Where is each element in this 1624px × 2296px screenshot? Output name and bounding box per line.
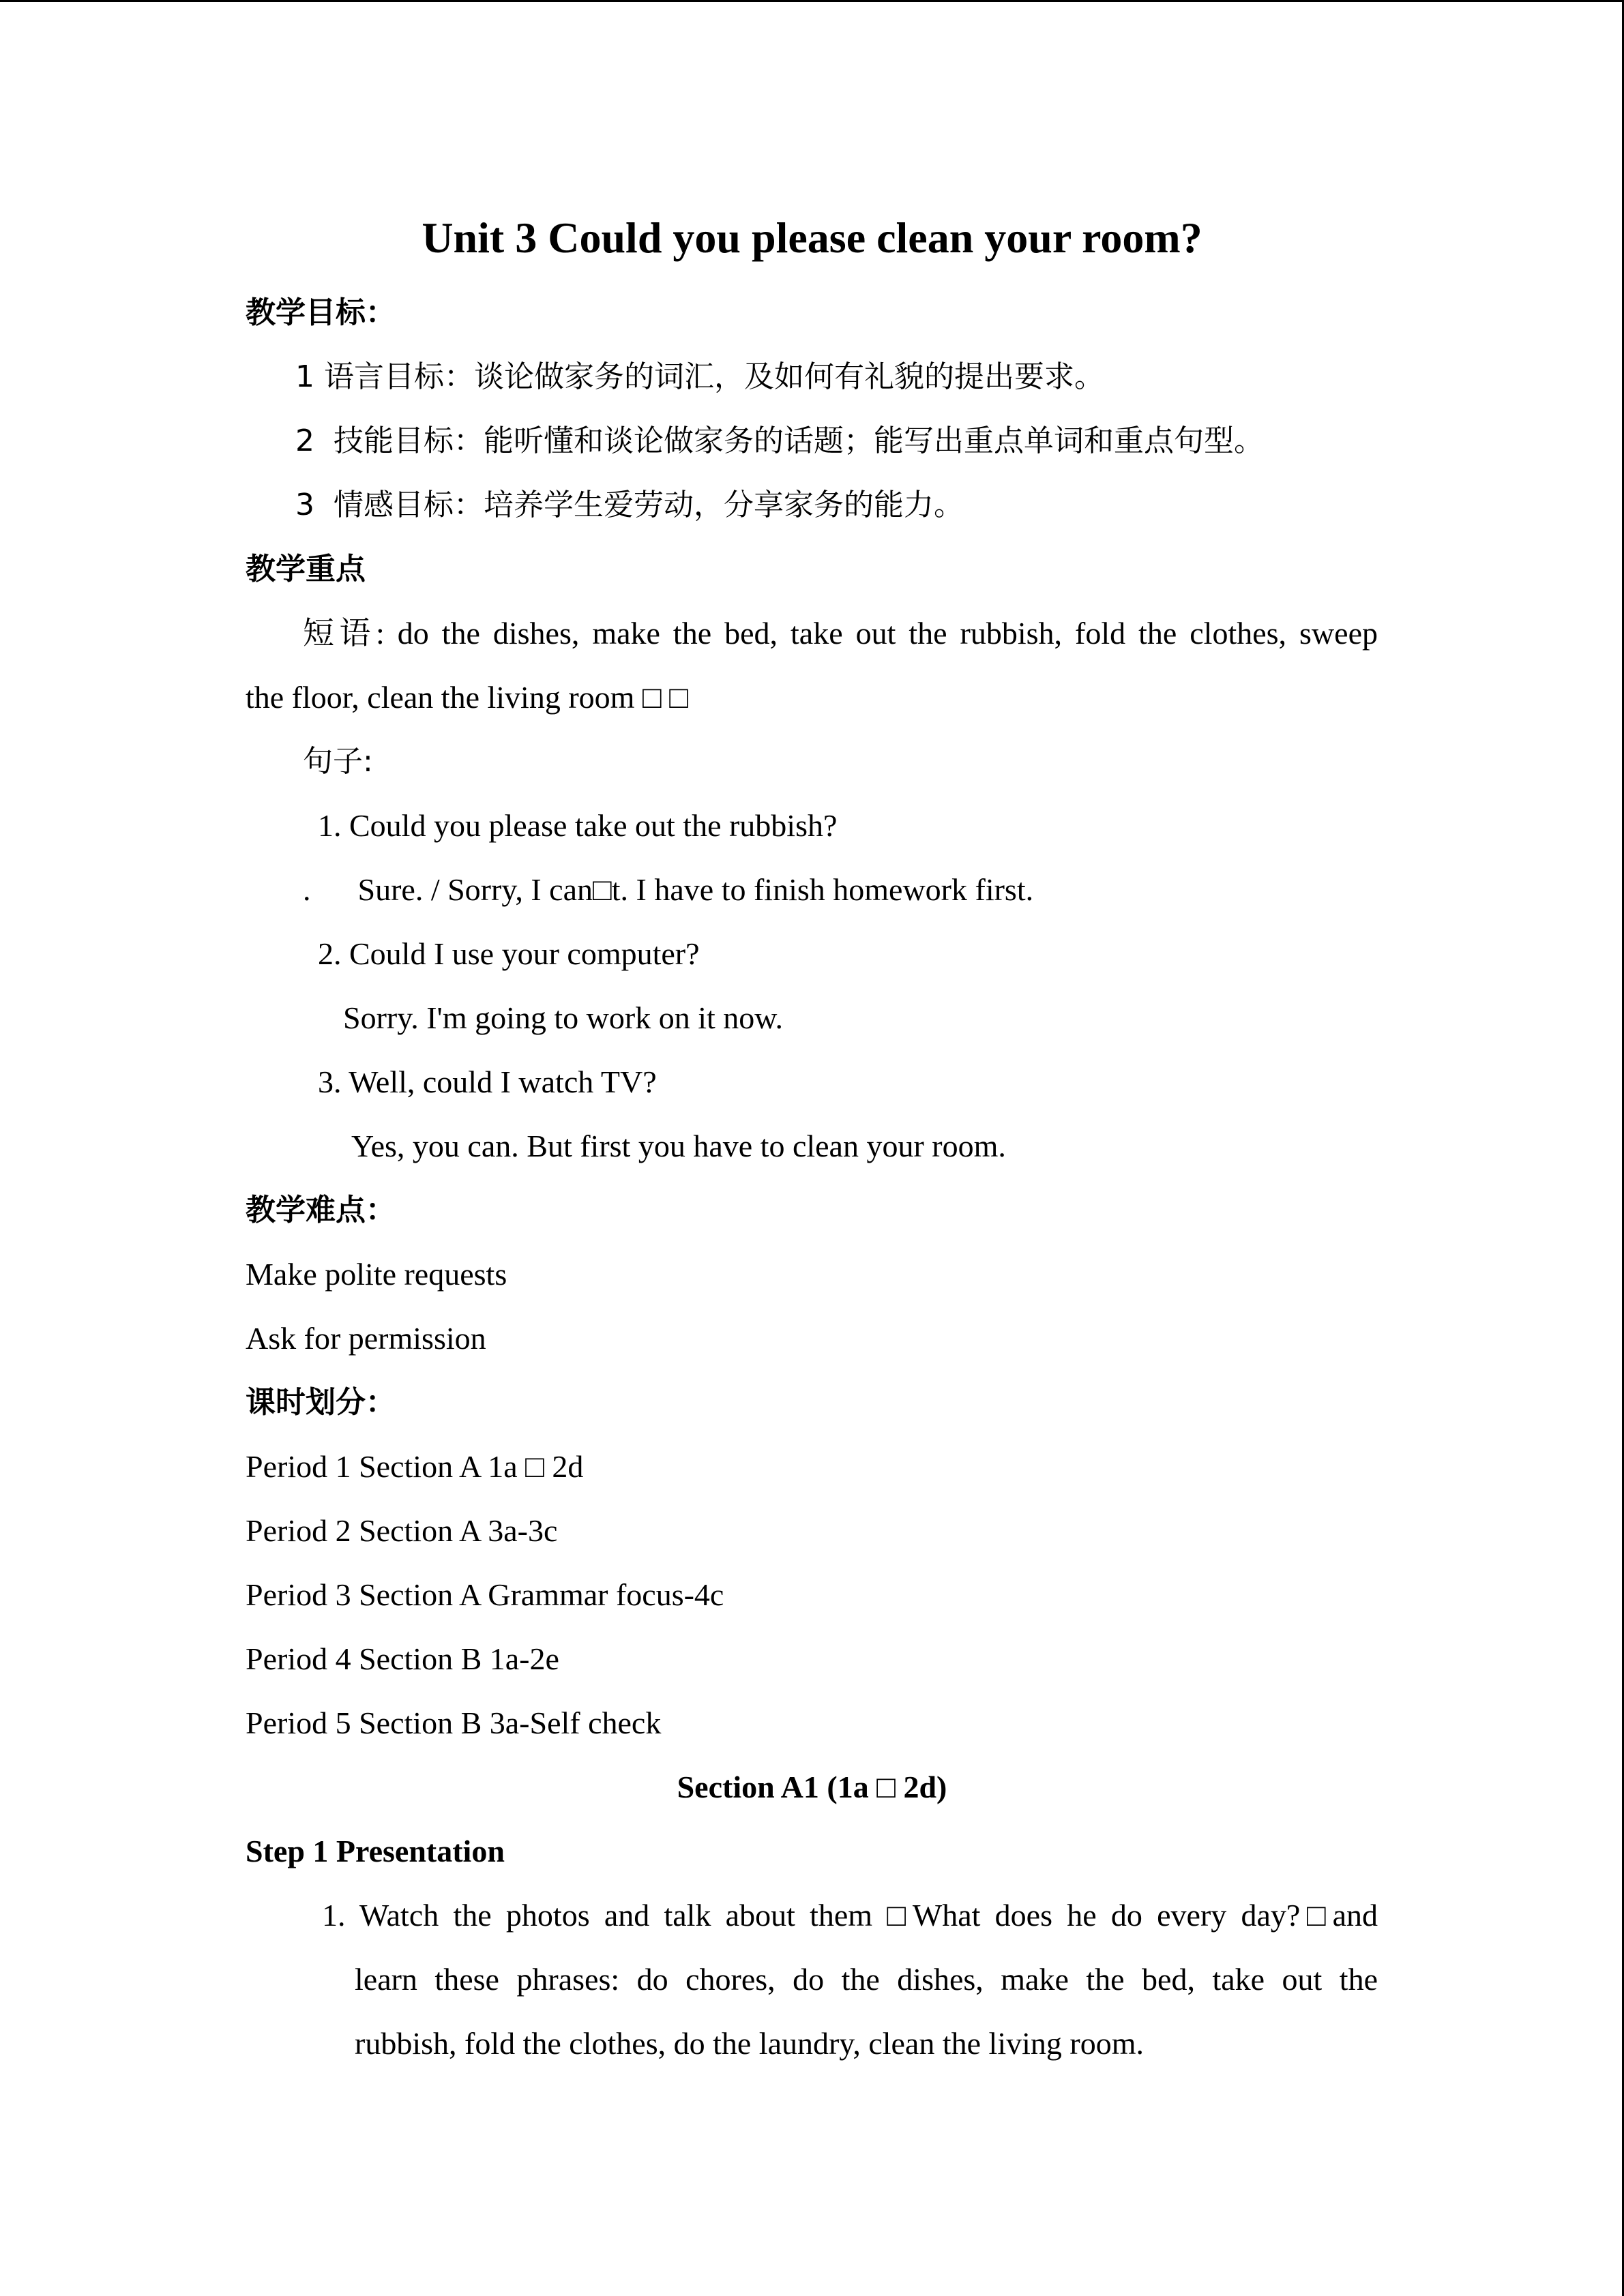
- objective-item: 3 情感目标：培养学生爱劳动，分享家务的能力。: [295, 488, 964, 522]
- objectives-heading: 教学目标：: [246, 295, 396, 330]
- difficulties-heading: 教学难点：: [246, 1193, 396, 1227]
- period-item: Period 3 Section A Grammar focus-4c: [246, 1577, 724, 1612]
- objective-item: 2 技能目标：能听懂和谈论做家务的话题；能写出重点单词和重点句型。: [295, 423, 1264, 458]
- difficulty-item: Make polite requests: [246, 1257, 507, 1292]
- difficulty-item: Ask for permission: [246, 1321, 486, 1356]
- sentence-line: Yes, you can. But first you have to clean your room.: [351, 1129, 1006, 1163]
- section-title: Section A1 (1a □ 2d): [677, 1770, 947, 1804]
- sentence-line: 1. Could you please take out the rubbish?: [318, 808, 838, 843]
- step-heading: Step 1 Presentation: [246, 1834, 505, 1868]
- objective-item: 1 语言目标：谈论做家务的词汇，及如何有礼貌的提出要求。: [295, 359, 1104, 394]
- period-item: Period 4 Section B 1a-2e: [246, 1641, 559, 1676]
- document-title: Unit 3 Could you please clean your room?: [422, 213, 1202, 262]
- key-points-heading: 教学重点: [246, 552, 366, 586]
- period-item: Period 1 Section A 1a □ 2d: [246, 1449, 584, 1484]
- sentence-line: Sorry. I'm going to work on it now.: [343, 1000, 784, 1035]
- step-line: learn these phrases: do chores, do the dishes, make the bed, take out the: [355, 1962, 1378, 1997]
- period-item: Period 5 Section B 3a-Self check: [246, 1705, 662, 1740]
- step-line: rubbish, fold the clothes, do the laundry, clean the living room.: [355, 2026, 1144, 2061]
- phrases-line: 短语: do the dishes, make the bed, take out the rubbish, fold the clothes, sweep: [303, 616, 1378, 651]
- top-border: [0, 0, 1624, 2]
- sentence-line: 2. Could I use your computer?: [318, 936, 700, 971]
- phrases-line: the floor, clean the living room □ □: [246, 680, 689, 715]
- sentences-label: 句子:: [303, 744, 373, 779]
- sentence-line: . Sure. / Sorry, I can□t. I have to finish homework first.: [303, 872, 1034, 907]
- period-item: Period 2 Section A 3a-3c: [246, 1513, 558, 1548]
- step-line: 1. Watch the photos and talk about them □What does he do every day?□and: [322, 1898, 1378, 1933]
- periods-heading: 课时划分：: [246, 1385, 396, 1420]
- sentence-line: 3. Well, could I watch TV?: [318, 1064, 657, 1099]
